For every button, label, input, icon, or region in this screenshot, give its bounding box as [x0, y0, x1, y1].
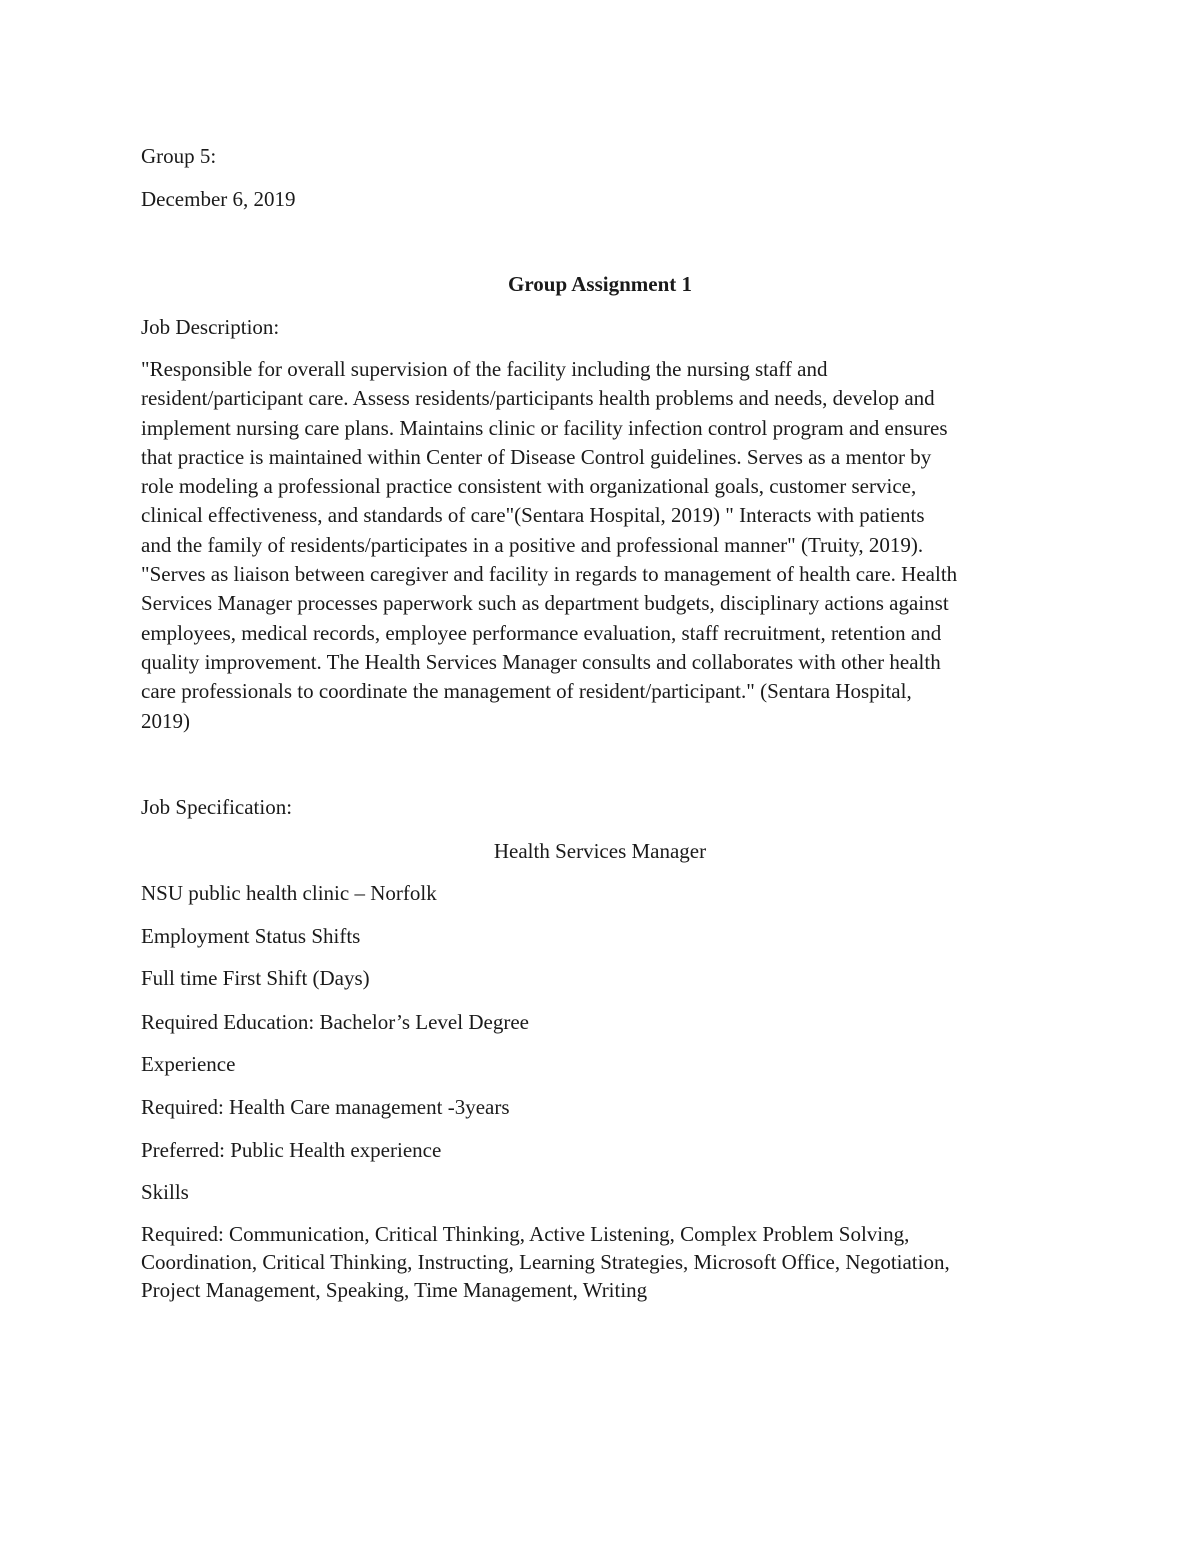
job-description-line: 2019)	[141, 708, 190, 733]
experience-heading: Experience	[141, 1052, 236, 1076]
education-text: Required Education: Bachelor’s Level Degree	[141, 1010, 529, 1034]
shift-text: Full time First Shift (Days)	[141, 966, 370, 990]
job-description-line: and the family of residents/participates in a positive and professional manner" (Truity, 2019).	[141, 532, 924, 557]
document-title: Group Assignment 1	[508, 272, 692, 296]
employment-status-text: Employment Status Shifts	[141, 924, 361, 948]
location-text: NSU public health clinic – Norfolk	[141, 881, 437, 905]
job-description-line: care professionals to coordinate the management of resident/participant." (Sentara Hospital,	[141, 679, 912, 704]
job-description-line: clinical effectiveness, and standards of care"(Sentara Hospital, 2019) " Interacts with patients	[141, 503, 925, 528]
job-description-line: role modeling a professional practice consistent with organizational goals, customer service,	[141, 474, 917, 499]
job-description-line: Services Manager processes paperwork such as department budgets, disciplinary actions against	[141, 591, 949, 616]
skills-line: Coordination, Critical Thinking, Instructing, Learning Strategies, Microsoft Office, Negotiation,	[141, 1250, 950, 1274]
job-description-line: quality improvement. The Health Services Manager consults and collaborates with other health	[141, 649, 941, 674]
skills-heading: Skills	[141, 1180, 189, 1204]
group-label: Group 5:	[141, 144, 217, 168]
experience-preferred-text: Preferred: Public Health experience	[141, 1138, 442, 1162]
job-description-line: "Serves as liaison between caregiver and facility in regards to management of health care. Health	[141, 562, 958, 587]
job-specification-heading: Job Specification:	[141, 795, 293, 819]
job-description-heading: Job Description:	[141, 315, 280, 339]
job-description-paragraph	[141, 355, 1066, 736]
job-description-line: "Responsible for overall supervision of the facility including the nursing staff and	[141, 357, 828, 381]
skills-line: Project Management, Speaking, Time Management, Writing	[141, 1278, 648, 1302]
skills-paragraph	[141, 1220, 1066, 1304]
position-title: Health Services Manager	[493, 839, 707, 863]
skills-line: Required: Communication, Critical Thinking, Active Listening, Complex Problem Solving,	[141, 1222, 910, 1246]
job-description-line: employees, medical records, employee performance evaluation, staff recruitment, retention and	[141, 620, 942, 645]
job-description-line: implement nursing care plans. Maintains clinic or facility infection control program and ensures	[141, 415, 948, 440]
experience-required-text: Required: Health Care management -3years	[141, 1095, 510, 1119]
date-text: December 6, 2019	[141, 187, 296, 211]
job-description-line: that practice is maintained within Center of Disease Control guidelines. Serves as a mentor by	[141, 444, 932, 469]
job-description-line: resident/participant care. Assess residents/participants health problems and needs, develop and	[141, 386, 935, 411]
